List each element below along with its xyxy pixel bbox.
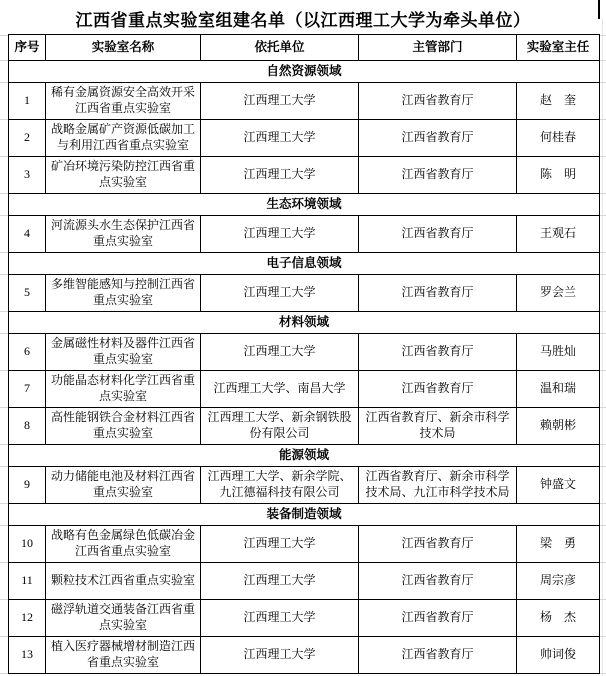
cell-unit: 江西理工大学 — [201, 600, 359, 637]
margin-gridline-tick — [600, 503, 606, 504]
cell-director: 赵 奎 — [517, 83, 600, 120]
cell-unit: 江西理工大学、新余钢铁股份有限公司 — [201, 408, 359, 445]
margin-gridline-tick — [0, 252, 8, 253]
cell-director: 何桂春 — [517, 120, 600, 157]
cell-no: 2 — [9, 120, 46, 157]
column-header-unit: 依托单位 — [201, 35, 359, 61]
margin-gridline-tick — [600, 673, 606, 674]
cell-dept: 江西省教育厅 — [359, 275, 517, 312]
section-title: 能源领域 — [9, 445, 600, 467]
column-header-no: 序号 — [9, 35, 46, 61]
cell-dept: 江西省教育厅 — [359, 371, 517, 408]
margin-gridline-tick — [600, 333, 606, 334]
cell-director: 陈 明 — [517, 157, 600, 194]
section-row — [9, 312, 600, 334]
cell-director: 周宗彦 — [517, 563, 600, 600]
margin-gridline-tick — [0, 503, 8, 504]
margin-gridline-tick — [600, 444, 606, 445]
margin-gridline-tick — [0, 370, 8, 371]
cell-unit: 江西理工大学 — [201, 275, 359, 312]
lab-row — [9, 408, 600, 445]
cell-lab: 磁浮轨道交通装备江西省重点实验室 — [46, 600, 201, 637]
lab-row — [9, 334, 600, 371]
cell-no: 13 — [9, 637, 46, 674]
cell-unit: 江西理工大学 — [201, 637, 359, 674]
cell-lab: 植入医疗器械增材制造江西省重点实验室 — [46, 637, 201, 674]
margin-gridline-tick — [600, 156, 606, 157]
margin-gridline-tick — [600, 636, 606, 637]
margin-gridline-tick — [600, 252, 606, 253]
cell-dept: 江西省教育厅 — [359, 600, 517, 637]
margin-gridline-tick — [0, 156, 8, 157]
lab-row — [9, 637, 600, 674]
margin-gridline-tick — [0, 60, 8, 61]
cell-director: 杨 杰 — [517, 600, 600, 637]
cell-no: 4 — [9, 216, 46, 253]
cell-unit: 江西理工大学 — [201, 334, 359, 371]
cell-no: 9 — [9, 467, 46, 504]
cell-director: 马胜灿 — [517, 334, 600, 371]
cell-dept: 江西省教育厅 — [359, 120, 517, 157]
cell-lab: 河流源头水生态保护江西省重点实验室 — [46, 216, 201, 253]
cell-dept: 江西省教育厅 — [359, 563, 517, 600]
column-header-dept: 主管部门 — [359, 35, 517, 61]
title-cell-right-border — [598, 0, 600, 19]
lab-row — [9, 157, 600, 194]
cell-unit: 江西理工大学 — [201, 83, 359, 120]
cell-lab: 战略金属矿产资源低碳加工与利用江西省重点实验室 — [46, 120, 201, 157]
section-title: 材料领域 — [9, 312, 600, 334]
section-title: 装备制造领域 — [9, 504, 600, 526]
margin-gridline-tick — [0, 119, 8, 120]
margin-gridline-tick — [600, 193, 606, 194]
section-row — [9, 61, 600, 83]
cell-no: 3 — [9, 157, 46, 194]
cell-lab: 多维智能感知与控制江西省重点实验室 — [46, 275, 201, 312]
margin-gridline-tick — [0, 215, 8, 216]
cell-unit: 江西理工大学、南昌大学 — [201, 371, 359, 408]
margin-gridline-tick — [0, 311, 8, 312]
margin-gridline-tick — [0, 82, 8, 83]
lab-row — [9, 526, 600, 563]
margin-gridline-tick — [600, 215, 606, 216]
margin-gridline-tick — [0, 525, 8, 526]
cell-director: 钟盛文 — [517, 467, 600, 504]
cell-director: 赖朝彬 — [517, 408, 600, 445]
column-header-lab: 实验室名称 — [46, 35, 201, 61]
cell-no: 10 — [9, 526, 46, 563]
lab-row — [9, 467, 600, 504]
lab-row — [9, 216, 600, 253]
cell-dept: 江西省教育厅 — [359, 83, 517, 120]
margin-gridline-tick — [600, 407, 606, 408]
margin-gridline-tick — [600, 60, 606, 61]
column-header-director: 实验室主任 — [517, 35, 600, 61]
key-labs-table — [8, 34, 600, 674]
cell-no: 11 — [9, 563, 46, 600]
margin-gridline-tick — [600, 370, 606, 371]
margin-gridline-tick — [0, 444, 8, 445]
margin-gridline-tick — [600, 466, 606, 467]
margin-gridline-tick — [600, 82, 606, 83]
header-row — [9, 35, 600, 61]
margin-gridline-tick — [600, 35, 606, 36]
cell-lab: 功能晶态材料化学江西省重点实验室 — [46, 371, 201, 408]
page-title: 江西省重点实验室组建名单（以江西理工大学为牵头单位） — [75, 11, 531, 30]
cell-lab: 颗粒技术江西省重点实验室 — [46, 563, 201, 600]
cell-director: 温和瑞 — [517, 371, 600, 408]
margin-gridline-tick — [600, 562, 606, 563]
lab-row — [9, 120, 600, 157]
cell-unit: 江西理工大学 — [201, 216, 359, 253]
cell-unit: 江西理工大学 — [201, 526, 359, 563]
margin-gridline-tick — [600, 525, 606, 526]
margin-gridline-tick — [600, 274, 606, 275]
margin-column-gridline — [602, 19, 603, 676]
cell-dept: 江西省教育厅 — [359, 526, 517, 563]
lab-row — [9, 83, 600, 120]
cell-no: 7 — [9, 371, 46, 408]
cell-no: 6 — [9, 334, 46, 371]
margin-gridline-tick — [0, 333, 8, 334]
section-row — [9, 445, 600, 467]
cell-lab: 矿冶环境污染防控江西省重点实验室 — [46, 157, 201, 194]
margin-gridline-tick — [600, 599, 606, 600]
cell-dept: 江西省教育厅 — [359, 157, 517, 194]
margin-gridline-tick — [600, 311, 606, 312]
cell-lab: 稀有金属资源安全高效开采江西省重点实验室 — [46, 83, 201, 120]
section-title: 生态环境领域 — [9, 194, 600, 216]
cell-dept: 江西省教育厅 — [359, 334, 517, 371]
cell-dept: 江西省教育厅、新余市科学技术局、九江市科学技术局 — [359, 467, 517, 504]
cell-lab: 高性能钢铁合金材料江西省重点实验室 — [46, 408, 201, 445]
cell-lab: 战略有色金属绿色低碳冶金江西省重点实验室 — [46, 526, 201, 563]
cell-unit: 江西理工大学 — [201, 563, 359, 600]
margin-gridline-tick — [0, 466, 8, 467]
cell-unit: 江西理工大学 — [201, 157, 359, 194]
cell-no: 12 — [9, 600, 46, 637]
margin-gridline-tick — [600, 119, 606, 120]
margin-gridline-tick — [0, 193, 8, 194]
section-title: 自然资源领域 — [9, 61, 600, 83]
margin-gridline-tick — [0, 35, 8, 36]
cell-no: 8 — [9, 408, 46, 445]
cell-director: 帅词俊 — [517, 637, 600, 674]
cell-dept: 江西省教育厅 — [359, 216, 517, 253]
margin-gridline-tick — [0, 562, 8, 563]
cell-director: 罗会兰 — [517, 275, 600, 312]
section-row — [9, 194, 600, 216]
margin-gridline-tick — [0, 407, 8, 408]
lab-row — [9, 371, 600, 408]
section-title: 电子信息领域 — [9, 253, 600, 275]
cell-director: 梁 勇 — [517, 526, 600, 563]
cell-lab: 金属磁性材料及器件江西省重点实验室 — [46, 334, 201, 371]
lab-row — [9, 275, 600, 312]
cell-unit: 江西理工大学、新余学院、九江德福科技有限公司 — [201, 467, 359, 504]
lab-row — [9, 600, 600, 637]
cell-lab: 动力储能电池及材料江西省重点实验室 — [46, 467, 201, 504]
margin-gridline-tick — [0, 274, 8, 275]
section-row — [9, 253, 600, 275]
cell-no: 5 — [9, 275, 46, 312]
lab-row — [9, 563, 600, 600]
margin-gridline-tick — [0, 599, 8, 600]
cell-dept: 江西省教育厅 — [359, 637, 517, 674]
cell-no: 1 — [9, 83, 46, 120]
cell-director: 王观石 — [517, 216, 600, 253]
margin-gridline-tick — [0, 673, 8, 674]
margin-gridline-tick — [0, 636, 8, 637]
section-row — [9, 504, 600, 526]
cell-unit: 江西理工大学 — [201, 120, 359, 157]
cell-dept: 江西省教育厅、新余市科学技术局 — [359, 408, 517, 445]
